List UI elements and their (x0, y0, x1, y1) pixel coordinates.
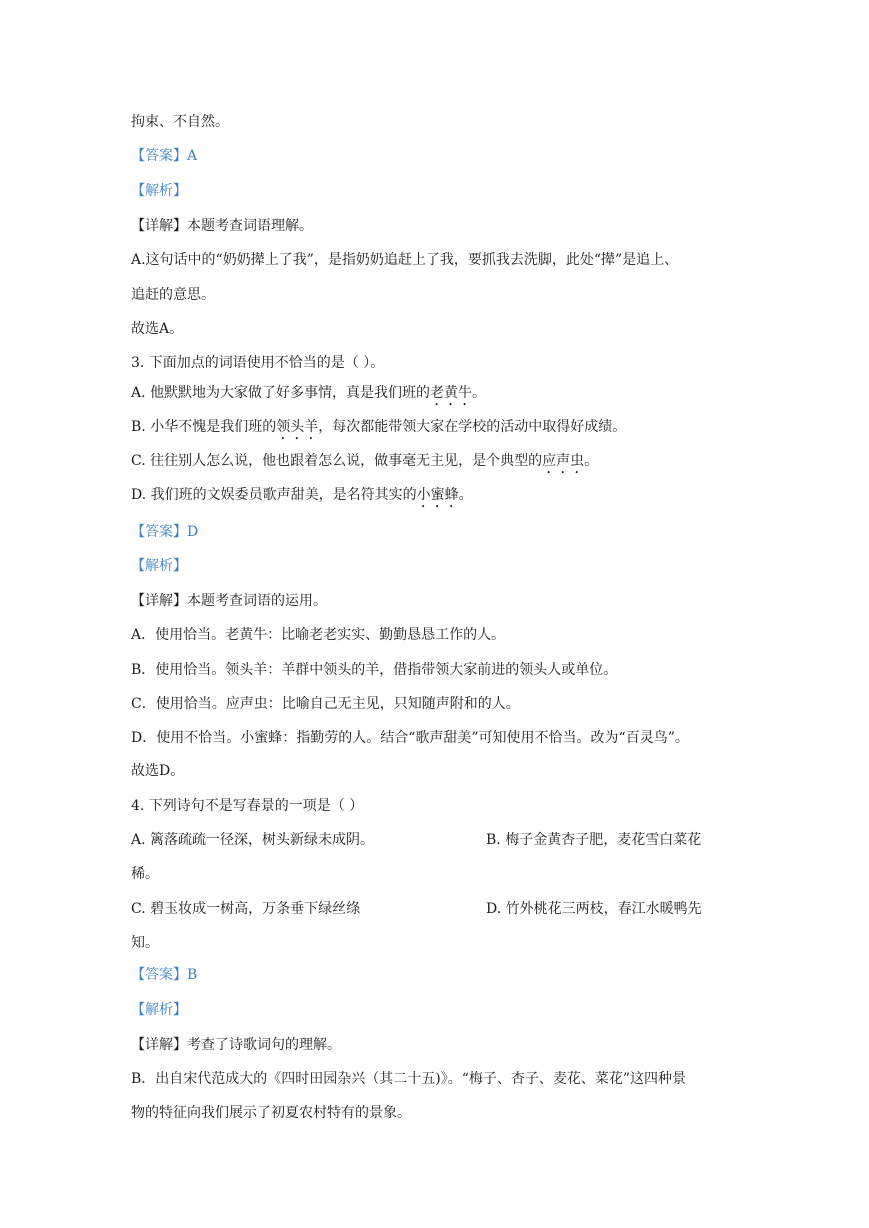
option-text: B. 小华不愧是我们班的 (131, 419, 277, 435)
choice-line: 故选A。 (131, 321, 184, 337)
emphasized-word: 小蜜蜂 (416, 487, 459, 503)
detail-line: 【详解】考查了诗歌词句的理解。 (131, 1037, 341, 1053)
emphasized-word: 应声虫 (542, 453, 585, 469)
question-4-option-b: B. 梅子金黄杏子肥，麦花雪白菜花 (486, 832, 702, 848)
text-line: 物的特征向我们展示了初夏农村特有的景象。 (131, 1105, 411, 1121)
option-text: D. 我们班的文娱委员歌声甜美，是名符其实的 (131, 487, 417, 503)
answer-label: 【答案】A (131, 148, 198, 164)
option-text: ，每次都能带领大家在学校的活动中取得好成绩。 (318, 419, 627, 435)
question-4-option-d: D. 竹外桃花三两枝，春江水暖鸭先 (486, 901, 702, 917)
emphasized-word: 老黄牛 (430, 385, 473, 401)
analysis-label: 【解析】 (131, 558, 187, 574)
question-4-option-c: C. 碧玉妆成一树高，万条垂下绿丝绦 (131, 901, 361, 917)
option-text: 。 (472, 385, 487, 401)
option-text: 。 (458, 487, 473, 503)
question-3-option-b (131, 418, 626, 443)
question-3: 3. 下面加点的词语使用不恰当的是（ ）。 (131, 355, 385, 371)
text-line: 拘束、不自然。 (131, 114, 229, 130)
text-line: C．使用恰当。应声虫：比喻自己无主见，只知随声附和的人。 (131, 696, 520, 712)
emphasized-word: 领头羊 (276, 419, 319, 435)
question-4-option-b-cont: 稀。 (131, 866, 159, 882)
option-text: A. 他默默地为大家做了好多事情，真是我们班的 (131, 385, 431, 401)
text-line: A.这句话中的“奶奶撵上了我”，是指奶奶追赶上了我，要抓我去洗脚，此处“撵”是追上、 (131, 252, 679, 268)
question-4-option-a: A. 篱落疏疏一径深，树头新绿未成阴。 (131, 832, 375, 848)
question-4-option-d-cont: 知。 (131, 935, 159, 951)
text-line: D．使用不恰当。小蜜蜂：指勤劳的人。结合“歌声甜美”可知使用不恰当。改为“百灵鸟”。 (131, 730, 689, 746)
answer-label: 【答案】D (131, 524, 199, 540)
text-line: 追赶的意思。 (131, 287, 215, 303)
text-line: B．使用恰当。领头羊：羊群中领头的羊，借指带领大家前进的领头人或单位。 (131, 662, 618, 678)
question-4: 4. 下列诗句不是写春景的一项是（ ） (131, 798, 364, 814)
text-line: B．出自宋代范成大的《四时田园杂兴（其二十五)》。“梅子、杏子、麦花、菜花”这四种景 (131, 1071, 687, 1087)
detail-line: 【详解】本题考查词语理解。 (131, 218, 313, 234)
question-3-option-d (131, 486, 473, 511)
detail-line: 【详解】本题考查词语的运用。 (131, 593, 327, 609)
analysis-label: 【解析】 (131, 1002, 187, 1018)
option-text: C. 往往别人怎么说，他也跟着怎么说，做事毫无主见，是个典型的 (131, 453, 543, 469)
text-line: A．使用恰当。老黄牛：比喻老老实实、勤勤恳恳工作的人。 (131, 627, 506, 643)
answer-label: 【答案】B (131, 967, 198, 983)
option-text: 。 (584, 453, 599, 469)
analysis-label: 【解析】 (131, 183, 187, 199)
choice-line: 故选D。 (131, 763, 185, 779)
question-3-option-a (131, 384, 486, 409)
question-3-option-c (131, 452, 598, 477)
